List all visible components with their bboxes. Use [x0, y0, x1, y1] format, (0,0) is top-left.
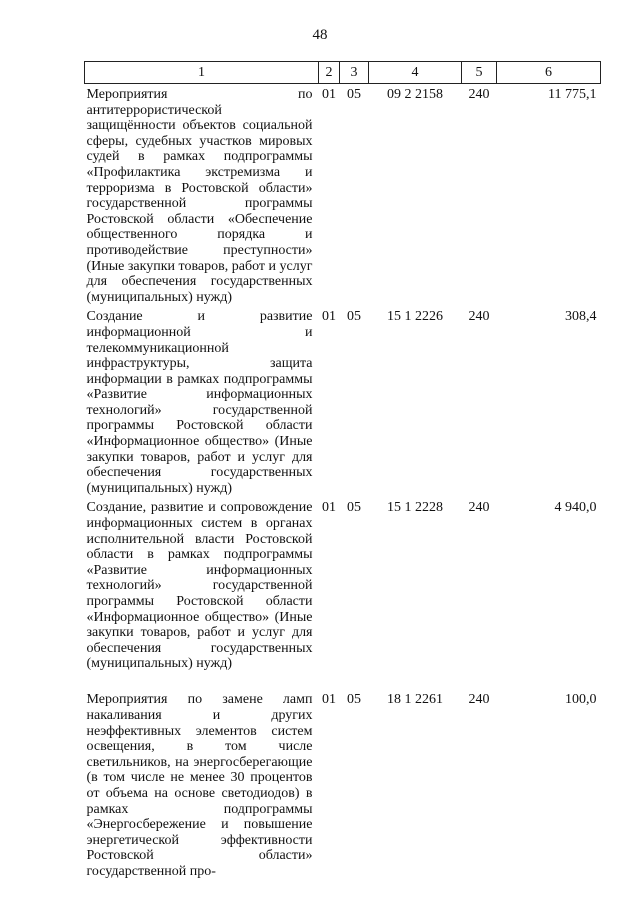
- row-target-article: 15 1 2226: [387, 309, 443, 325]
- col-header-2: 2: [319, 62, 340, 84]
- row-subsection: 05: [347, 500, 361, 516]
- budget-table: [84, 61, 601, 881]
- row-expense-type: 240: [468, 692, 490, 708]
- row-amount: 308,4: [565, 309, 597, 325]
- row-target-article: 09 2 2158: [387, 87, 443, 102]
- row-section: 01: [322, 692, 336, 708]
- row-description: Мероприятия по антитеррористической защищённости объектов социальной сферы, судебных участков мировых судей в рамках подпрограммы «Профилактика экстремизма и терроризма в Ростовской области» государственной программы Ростовской области «Обеспечение общественного порядка и противодействие преступности» (Иные закупки товаров, работ и услуг для обеспечения государственных (муниципальных) нужд): [86, 87, 313, 305]
- table-row: [85, 689, 601, 880]
- row-target-article: 15 1 2228: [387, 500, 443, 516]
- table-row: [85, 84, 601, 307]
- col-header-5: 5: [462, 62, 497, 84]
- page-number: 48: [312, 27, 328, 43]
- row-subsection: 05: [347, 309, 361, 325]
- row-section: 01: [322, 309, 336, 325]
- row-expense-type: 240: [468, 87, 490, 102]
- row-section: 01: [322, 87, 336, 102]
- row-description: Создание и развитие информационной и телекоммуникационной инфраструктуры, защита информации в рамках подпрограммы «Развитие информационных технологий» государственной программы Ростовской области «Информационное общество» (Иные закупки товаров, работ и услуг для обеспечения государственных (муниципальных) нужд): [86, 309, 313, 496]
- row-target-article: 18 1 2261: [387, 692, 443, 708]
- row-expense-type: 240: [468, 500, 490, 516]
- row-subsection: 05: [347, 87, 361, 102]
- row-amount: 11 775,1: [548, 87, 597, 102]
- row-description: Создание, развитие и сопровождение информационных систем в органах исполнительной власти Ростовской области в рамках подпрограммы «Развитие информационных технологий» государственной программы Ростовской области «Информационное общество» (Иные закупки товаров, работ и услуг для обеспечения государственных (муниципальных) нужд): [86, 500, 313, 672]
- row-section: 01: [322, 500, 336, 516]
- row-expense-type: 240: [468, 309, 490, 325]
- col-header-4: 4: [369, 62, 462, 84]
- row-description: Мероприятия по замене ламп накаливания и других неэффективных элементов систем освещения, в том числе светильников, на энергосберегающие (в том числе не менее 30 процентов от объема на основе светодиодов) в рамках подпрограммы «Энергосбережение и повышение энергетической эффективности Ростовской области» государственной про-: [86, 692, 313, 879]
- row-amount: 4 940,0: [554, 500, 597, 516]
- table-row: [85, 497, 601, 689]
- row-amount: 100,0: [565, 692, 597, 708]
- col-header-3: 3: [340, 62, 369, 84]
- header-row: [85, 62, 601, 84]
- col-header-6: 6: [497, 62, 601, 84]
- col-header-1: 1: [85, 62, 319, 84]
- row-subsection: 05: [347, 692, 361, 708]
- table-row: [85, 306, 601, 497]
